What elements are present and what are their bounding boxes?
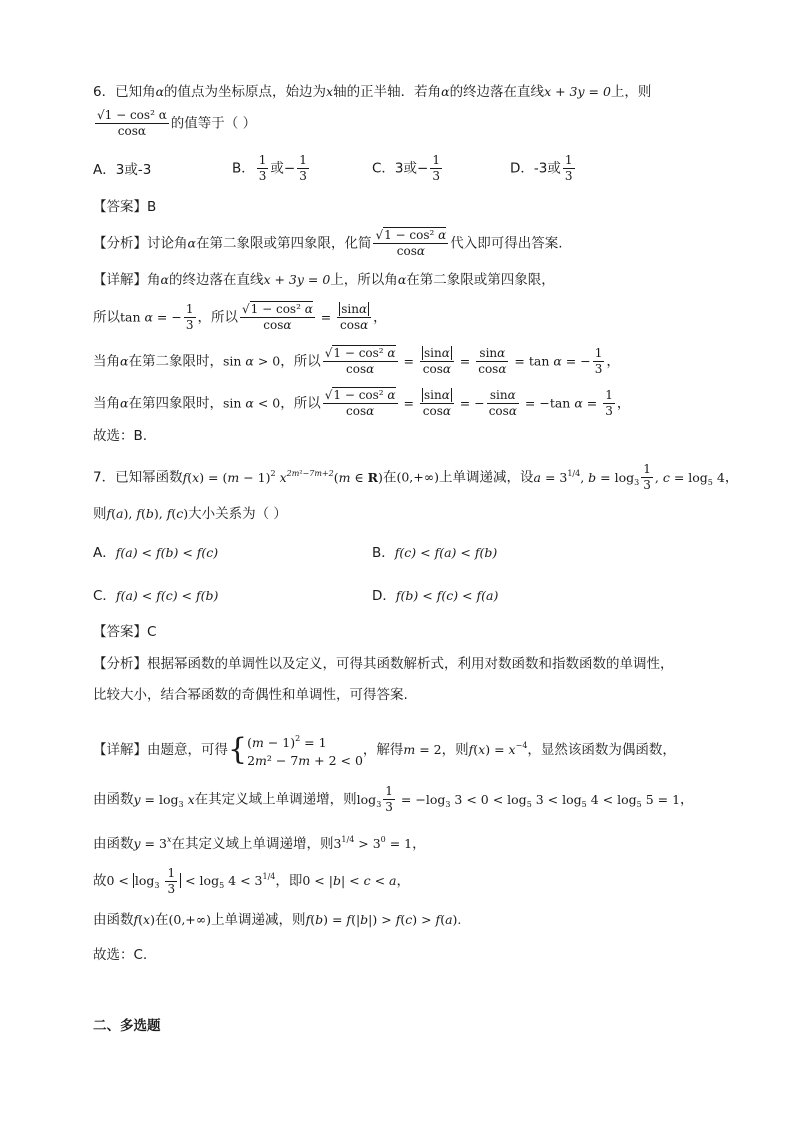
fraction: $\frac{1}{3}$ — [432, 153, 440, 183]
x-symbol: x — [326, 84, 334, 99]
answer-value: B — [147, 199, 157, 215]
q7-detail-line2: 由函数$y = \log_3 x$在其定义域上单调递增，则$\log_3$ $\frac{1}{3}$ = $-\log_3$ $3 < 0 < \log_5 3 < \log_5 4 < \log_5 5 = 1$， — [93, 784, 694, 814]
option-expression: f(a) < f(b) < f(c) — [115, 545, 219, 560]
section-heading: 二、多选题 — [93, 1018, 161, 1034]
option-label: C． — [93, 588, 116, 604]
detail-tag: 【详解】 — [93, 272, 147, 288]
q6-answer — [93, 197, 156, 217]
detail-text: ，即 — [275, 873, 303, 889]
alpha-symbol: α — [120, 353, 129, 369]
q6-stem-text: 轴的正半轴．若角 — [333, 84, 442, 100]
option-label: B． — [232, 160, 255, 177]
detail-text: 故 — [93, 873, 107, 889]
analysis-text: 讨论角 — [147, 235, 188, 252]
q6-stem-text: 6．已知角 — [93, 84, 156, 100]
q7-option-b[interactable] — [372, 543, 497, 563]
q6-stem-text: 的值点为坐标原点，始边为 — [164, 84, 327, 100]
q6-option-b[interactable] — [232, 153, 311, 184]
option-label: C．3或− — [372, 160, 429, 177]
detail-text: 由题意，可得 — [147, 742, 228, 758]
q7-stem-text: 上单调递减，设 — [439, 469, 534, 486]
detail-text: 由函数 — [93, 912, 134, 928]
q7-conclusion: 故选：C. — [93, 947, 148, 963]
analysis-text: 在第二象限或第四象限，化简 — [195, 235, 372, 252]
detail-text: 由函数 — [93, 791, 134, 808]
detail-text: 上单调递减，则 — [211, 912, 306, 928]
interval: (0,+∞) — [396, 469, 440, 485]
math-expr: tan α = − — [120, 309, 182, 325]
option-expression: f(a) < f(c) < f(b) — [115, 588, 219, 603]
q7-stem-line2 — [93, 504, 287, 524]
fraction-denominator: cosα — [117, 124, 146, 138]
fraction: $\frac{1}{3}$ — [185, 302, 194, 332]
q6-option-c[interactable] — [372, 153, 444, 184]
detail-text: ，显然该函数为偶函数， — [527, 742, 676, 758]
detail-text: 当角 — [93, 353, 120, 370]
q7-answer — [93, 622, 156, 642]
detail-text: 在其定义域上单调递增，则 — [194, 791, 357, 808]
detail-text: 的终边落在直线 — [168, 272, 264, 288]
detail-text: 在第二象限或第四象限， — [406, 272, 555, 288]
q6-stem-text: 的值等于（ ） — [170, 115, 257, 132]
q6-detail-line3: 当角α在第二象限时，sin α > 0，所以 $\frac{\text{√1 − cos² α}}{\cos\alpha}$ = $\frac{\sin\alpha}{\cos\alpha}$ = $\frac{\sin\alpha}{\cos\alpha}$ = tan α = − $\frac{1}{3}$ ， — [93, 346, 620, 376]
q7-stem-line1: 7．已知幂函数$f(x) = (m - 1)^2$ $x^{2m^2-7m+2}(m$ ∈ R)在(0,+∞)上单调递减，设$a = 3^{1/4}$, $b = \log_3$ $\frac{1}{3}$ , $c = \log_5 4$， — [93, 462, 739, 492]
analysis-tag: 【分析】 — [93, 656, 147, 672]
variable-defs: $a = 3^{1/4}$, $b = \log_3$ — [533, 468, 640, 487]
q7-option-c[interactable] — [93, 586, 218, 606]
q6-detail-line1 — [93, 270, 555, 290]
fraction-numerator: √1 − cos² α — [97, 108, 167, 122]
function-values: f(a), f(b), f(c) — [106, 506, 189, 521]
q7-option-a[interactable] — [93, 543, 218, 563]
q7-detail-line1: 【详解】由题意，可得{ $(m - 1)^2 = 1$ 2m² − 7m + 2 < 0 ，解得m = 2，则$f(x) = x^{-4}$，显然该函数为偶函数， — [93, 732, 676, 768]
q6-conclusion: 故选：B. — [93, 428, 148, 444]
q6-stem-line2 — [93, 108, 256, 139]
detail-text: ，所以 — [280, 353, 321, 370]
detail-text: ，所以 — [197, 309, 238, 326]
detail-text: 在其定义域上单调递增，则 — [171, 836, 334, 852]
alpha-symbol: α — [155, 84, 165, 99]
option-label: A．3或-3 — [93, 162, 152, 178]
q7-detail-line5: 由函数f(x)在(0,+∞)上单调递减，则f(b) = f(|b|) > f(c) > f(a). — [93, 912, 462, 928]
detail-text: 上，所以角 — [330, 272, 398, 288]
option-expression: f(b) < f(c) < f(a) — [395, 588, 499, 603]
q7-detail-line3: 由函数$y = 3^x$在其定义域上单调递增，则$3^{1/4} > 3^0 = 1$， — [93, 835, 426, 852]
q6-stem-line1 — [93, 82, 651, 102]
line-equation: x + 3y = 0 — [263, 272, 331, 287]
q6-detail-line4: 当角α在第四象限时，sin α < 0，所以 $\frac{\text{√1 − cos² α}}{\cos\alpha}$ = $\frac{\sin\alpha}{\cos\alpha}$ = − $\frac{\sin\alpha}{\cos\alpha}$ = −tan α = $\frac{1}{3}$ ， — [93, 388, 631, 418]
q6-analysis — [93, 228, 563, 259]
system-brace: { — [228, 732, 248, 767]
option-label: D． — [372, 588, 396, 604]
detail-text: ，则 — [441, 742, 469, 758]
line-equation: x + 3y = 0 — [544, 84, 611, 99]
detail-text: ，所以 — [280, 395, 321, 412]
alpha-symbol: α — [441, 84, 450, 99]
q7-stem-text: 7．已知幂函数 — [93, 469, 183, 486]
q6-option-d[interactable] — [510, 153, 577, 184]
fraction: $\frac{1}{3}$ — [258, 153, 267, 183]
q6-stem-text: 的终边落在直线 — [449, 84, 545, 100]
detail-text: 所以 — [93, 309, 120, 326]
q7-stem-text: 在 — [382, 469, 397, 486]
fraction: $\frac{1}{3}$ — [299, 153, 307, 183]
fraction: $\frac{1}{3}$ — [564, 153, 573, 183]
q7-stem-text: 大小关系为（ ） — [188, 506, 287, 522]
equation-system: $(m - 1)^2 = 1$ 2m² − 7m + 2 < 0 — [247, 734, 363, 768]
power-function: $f(x) = (m - 1)^2$ $x^{2m^2-7m+2}(m$ ∈ R) — [182, 468, 383, 485]
option-text: 或− — [270, 160, 296, 177]
detail-text: 在第二象限时， — [128, 353, 223, 370]
q6-stem-text: 上，则 — [610, 84, 652, 100]
q7-stem-text: 则 — [93, 506, 107, 522]
fraction: $\frac{\sin\alpha}{\cos\alpha}$ — [337, 302, 371, 333]
q7-analysis-line2: 比较大小，结合幂函数的奇偶性和单调性，可得答案. — [93, 687, 408, 703]
fraction: $\frac{\text{√1 − cos² α}}{\cos\alpha}$ — [242, 302, 313, 332]
option-label: B． — [372, 545, 395, 561]
detail-text: 角 — [147, 272, 161, 288]
answer-tag: 【答案】 — [93, 199, 147, 215]
detail-text: 由函数 — [93, 836, 134, 852]
q6-expression — [95, 108, 169, 139]
analysis-text: 代入即可得出答案. — [450, 235, 563, 252]
detail-tag: 【详解】 — [93, 742, 147, 758]
analysis-text: 根据幂函数的单调性以及定义，可得其函数解析式，利用对数函数和指数函数的单调性， — [147, 656, 674, 672]
detail-text: 在第四象限时， — [128, 395, 223, 412]
option-label: A． — [93, 545, 116, 561]
alpha-symbol: α — [160, 272, 169, 287]
answer-tag: 【答案】 — [93, 624, 147, 640]
q6-option-a[interactable] — [93, 160, 151, 180]
q6-detail-line2: 所以tan α = − $\frac{1}{3}$ ，所以 $\frac{\text{√1 − cos² α}}{\cos\alpha}$ = $\frac{\sin\alpha}{\cos\alpha}$ ， — [93, 302, 387, 332]
option-label: D．-3或 — [510, 160, 561, 177]
answer-value: C — [147, 624, 157, 640]
detail-text: 当角 — [93, 395, 120, 412]
q7-analysis-line1 — [93, 654, 674, 674]
q7-detail-line4: 故$0 < \log_3$ $\frac{1}{3}$ < $\log_5 4 < 3^{1/4}$，即0 < |b| < c < a， — [93, 866, 410, 896]
analysis-tag: 【分析】 — [93, 235, 147, 252]
q6-expression: $\frac{\text{√1 − cos² α}}{\cos\alpha}$ — [375, 228, 447, 258]
detail-text: ，解得 — [362, 742, 404, 758]
q7-option-d[interactable] — [372, 586, 498, 606]
alpha-symbol: α — [187, 235, 196, 251]
option-expression: f(c) < f(a) < f(b) — [394, 545, 498, 560]
detail-text: 在 — [154, 912, 169, 928]
alpha-symbol: α — [397, 272, 407, 287]
alpha-symbol: α — [120, 395, 129, 411]
